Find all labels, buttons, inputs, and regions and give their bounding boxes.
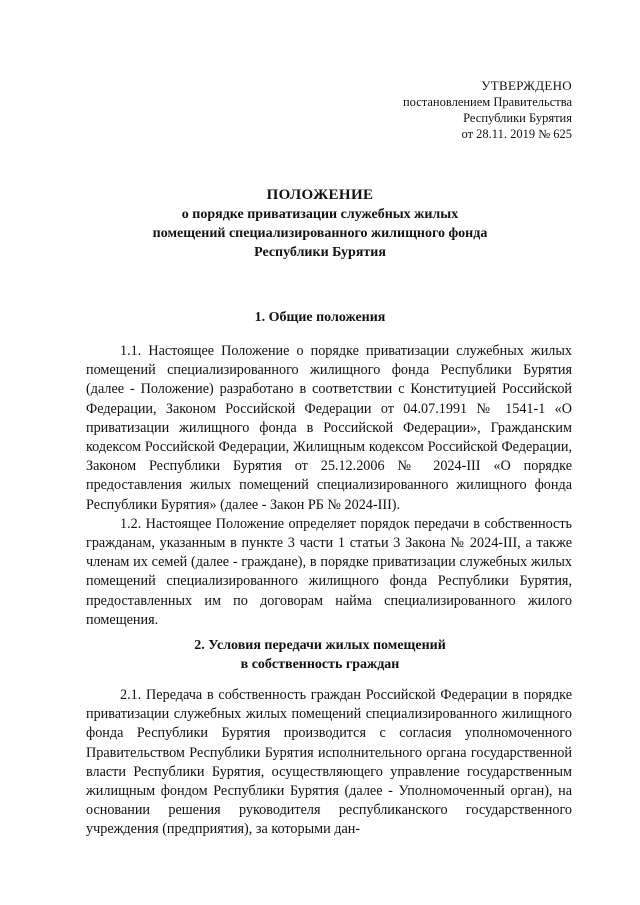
approval-stamp	[403, 78, 572, 142]
document-title	[60, 186, 580, 262]
section-heading-text: в собственность граждан	[240, 657, 400, 672]
approval-line: Республики Бурятия	[463, 111, 572, 125]
paragraph-1-1: 1.1. Настоящее Положение о порядке приватизации служебных жилых помещений специализированного жилищного фонда Республики Бурятия (далее - Положение) разработано в соответствии с Конституцией Российской Федерации, Законом Российской Федерации от 04.07.1991 № 1541-1 «О приватизации жилищного фонда в Российской Федерации», Гражданским кодексом Российской Федерации, Жилищным кодексом Российской Федерации, Законом Республики Бурятия от 25.12.2006 № 2024-III «О порядке предоставления жилых помещений специализированного жилищного фонда Республики Бурятия» (далее - Закон РБ № 2024-III).	[86, 343, 572, 513]
approval-heading: УТВЕРЖДЕНО	[481, 78, 572, 93]
section-heading-text: 1. Общие положения	[254, 310, 386, 325]
title-line: помещений специализированного жилищного фонда	[152, 226, 488, 241]
title-line: ПОЛОЖЕНИЕ	[266, 187, 374, 203]
title-line: Республики Бурятия	[254, 245, 386, 260]
paragraph-1-2: 1.2. Настоящее Положение определяет порядок передачи в собственность гражданам, указанным в пункте 3 части 1 статьи 3 Закона № 2024-III, а также членам их семей (далее - граждане), в порядке приватизации служебных жилых помещений специализированного жилищного фонда Республики Бурятия, предоставленных им по договорам найма специализированного жилого помещения.	[86, 515, 572, 628]
section-2-heading	[60, 636, 580, 674]
approval-date: от 28.11. 2019 № 625	[461, 127, 572, 141]
section-1-body	[86, 342, 572, 630]
approval-line: постановлением Правительства	[402, 95, 572, 109]
section-heading-text: 2. Условия передачи жилых помещений	[194, 638, 446, 653]
title-line: о порядке приватизации служебных жилых	[181, 207, 459, 222]
section-2-body	[86, 686, 572, 840]
section-1-heading	[60, 308, 580, 327]
paragraph-2-1: 2.1. Передача в собственность граждан Российской Федерации в порядке приватизации служебных жилых помещений специализированного жилищного фонда Республики Бурятия производится с согласия уполномоченного Правительством Республики Бурятия исполнительного органа государственной власти Республики Бурятия, осуществляющего управление государственным жилищным фондом Республики Бурятия (далее - Уполномоченный орган), на основании решения руководителя республиканского государственного учреждения (предприятия), за которыми дан-	[86, 687, 572, 838]
